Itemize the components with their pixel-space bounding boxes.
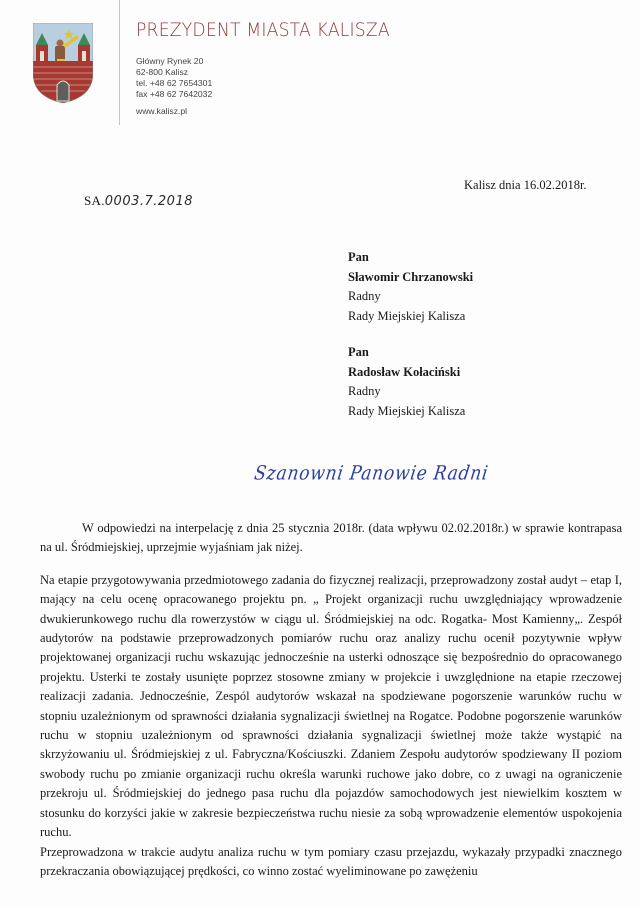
address-fax: fax +48 62 7642032 [136, 89, 213, 99]
organization-title: PREZYDENT MIASTA KALISZA [136, 20, 390, 41]
body-paragraph: Na etapie przygotowywania przedmiotowego zadania do fizycznej realizacji, przeprowadzony został audyt – etap I, mający na celu ocenę opracowanego projektu pn. „ Projekt organizacji ruchu uwzględniający wprowadzenie dwukierunkowego ruchu dla rowerzystów w ciągu ul. Śródmiejskiej na odc. Rogatka- Most Kamienny„. Zespół audytorów na podstawie przeprowadzonych pomiarów ruchu oraz analizy ruchu ocenił pozytywnie wpływ projektowanej organizacji ruchu wskazując jednocześnie na usterki odnoszące się bezpośrednio do opracowanego projektu. Usterki te zostały usunięte poprzez stosowne zmiany w projekcie i uwzględnione na etapie rzeczowej realizacji zadania. Jednocześnie, Zespól audytorów wskazał na spodziewane pogorszenie warunków ruchu w stopniu uzależnionym od sprawności działania sygnalizacji świetlnej na Rogatce. Podobne pogorszenie warunków ruchu w stopniu uzależnionym od sprawności działania sygnalizacji świetlnej może także wystąpić na skrzyżowaniu ul. Śródmiejskiej z ul. Fabryczna/Kościuszki. Zdaniem Zespołu audytorów spodziewany II poziom swobody ruchu po zmianie organizacji ruchu określa warunki ruchowe jako dobre, co z uwagi na ograniczenie przekroju ul. Śródmiejskiej do jednego pasa ruchu dla pojazdów samochodowych jest niewielkim kosztem w stosunku do korzyści jakie w zakresie bezpieczeństwa ruchu niesie za sobą wprowadzenie elementów uspokojenia ruchu. [40, 572, 622, 840]
letter-body [40, 519, 622, 881]
reference-handwritten: 0003.7.2018 [104, 194, 193, 209]
letterhead-address [136, 56, 212, 117]
body-paragraph: Przeprowadzona w trakcie audytu analiza ruchu w tym pomiary czasu przejazdu, wykazały przypadki znacznego przekraczania obowiązującej prędkości, co winno zostać wyeliminowane po zawężeniu [40, 844, 622, 878]
reference-prefix: SA. [84, 193, 105, 208]
website-link[interactable]: www.kalisz.pl [136, 106, 188, 116]
recipient-title: Pan [348, 345, 369, 359]
recipient [348, 343, 473, 421]
recipient-council: Rady Miejskiej Kalisza [348, 308, 466, 323]
recipient-role: Radny [348, 384, 381, 398]
recipient-council: Rady Miejskiej Kalisza [348, 403, 466, 418]
kalisz-coat-of-arms-icon [33, 23, 93, 103]
reference-number [84, 193, 193, 209]
handwritten-salutation: Szanowni Panowie Radni [252, 462, 490, 485]
address-postal: 62-800 Kalisz [136, 67, 189, 77]
letter-date: Kalisz dnia 16.02.2018r. [464, 178, 587, 192]
recipient-name: Sławomir Chrzanowski [348, 269, 474, 284]
recipient-role: Radny [348, 289, 381, 303]
address-street: Główny Rynek 20 [136, 56, 204, 66]
recipients-block [348, 248, 473, 421]
letterhead-divider [119, 0, 120, 125]
recipient-name: Radosław Kołaciński [348, 364, 461, 379]
recipient [348, 248, 473, 326]
recipient-title: Pan [348, 250, 369, 264]
body-paragraph: W odpowiedzi na interpelację z dnia 25 stycznia 2018r. (data wpływu 02.02.2018r.) w sprawie kontrapasa na ul. Śródmiejskiej, uprzejmie wyjaśniam jak niżej. [40, 521, 622, 555]
address-phone: tel. +48 62 7654301 [136, 78, 213, 88]
